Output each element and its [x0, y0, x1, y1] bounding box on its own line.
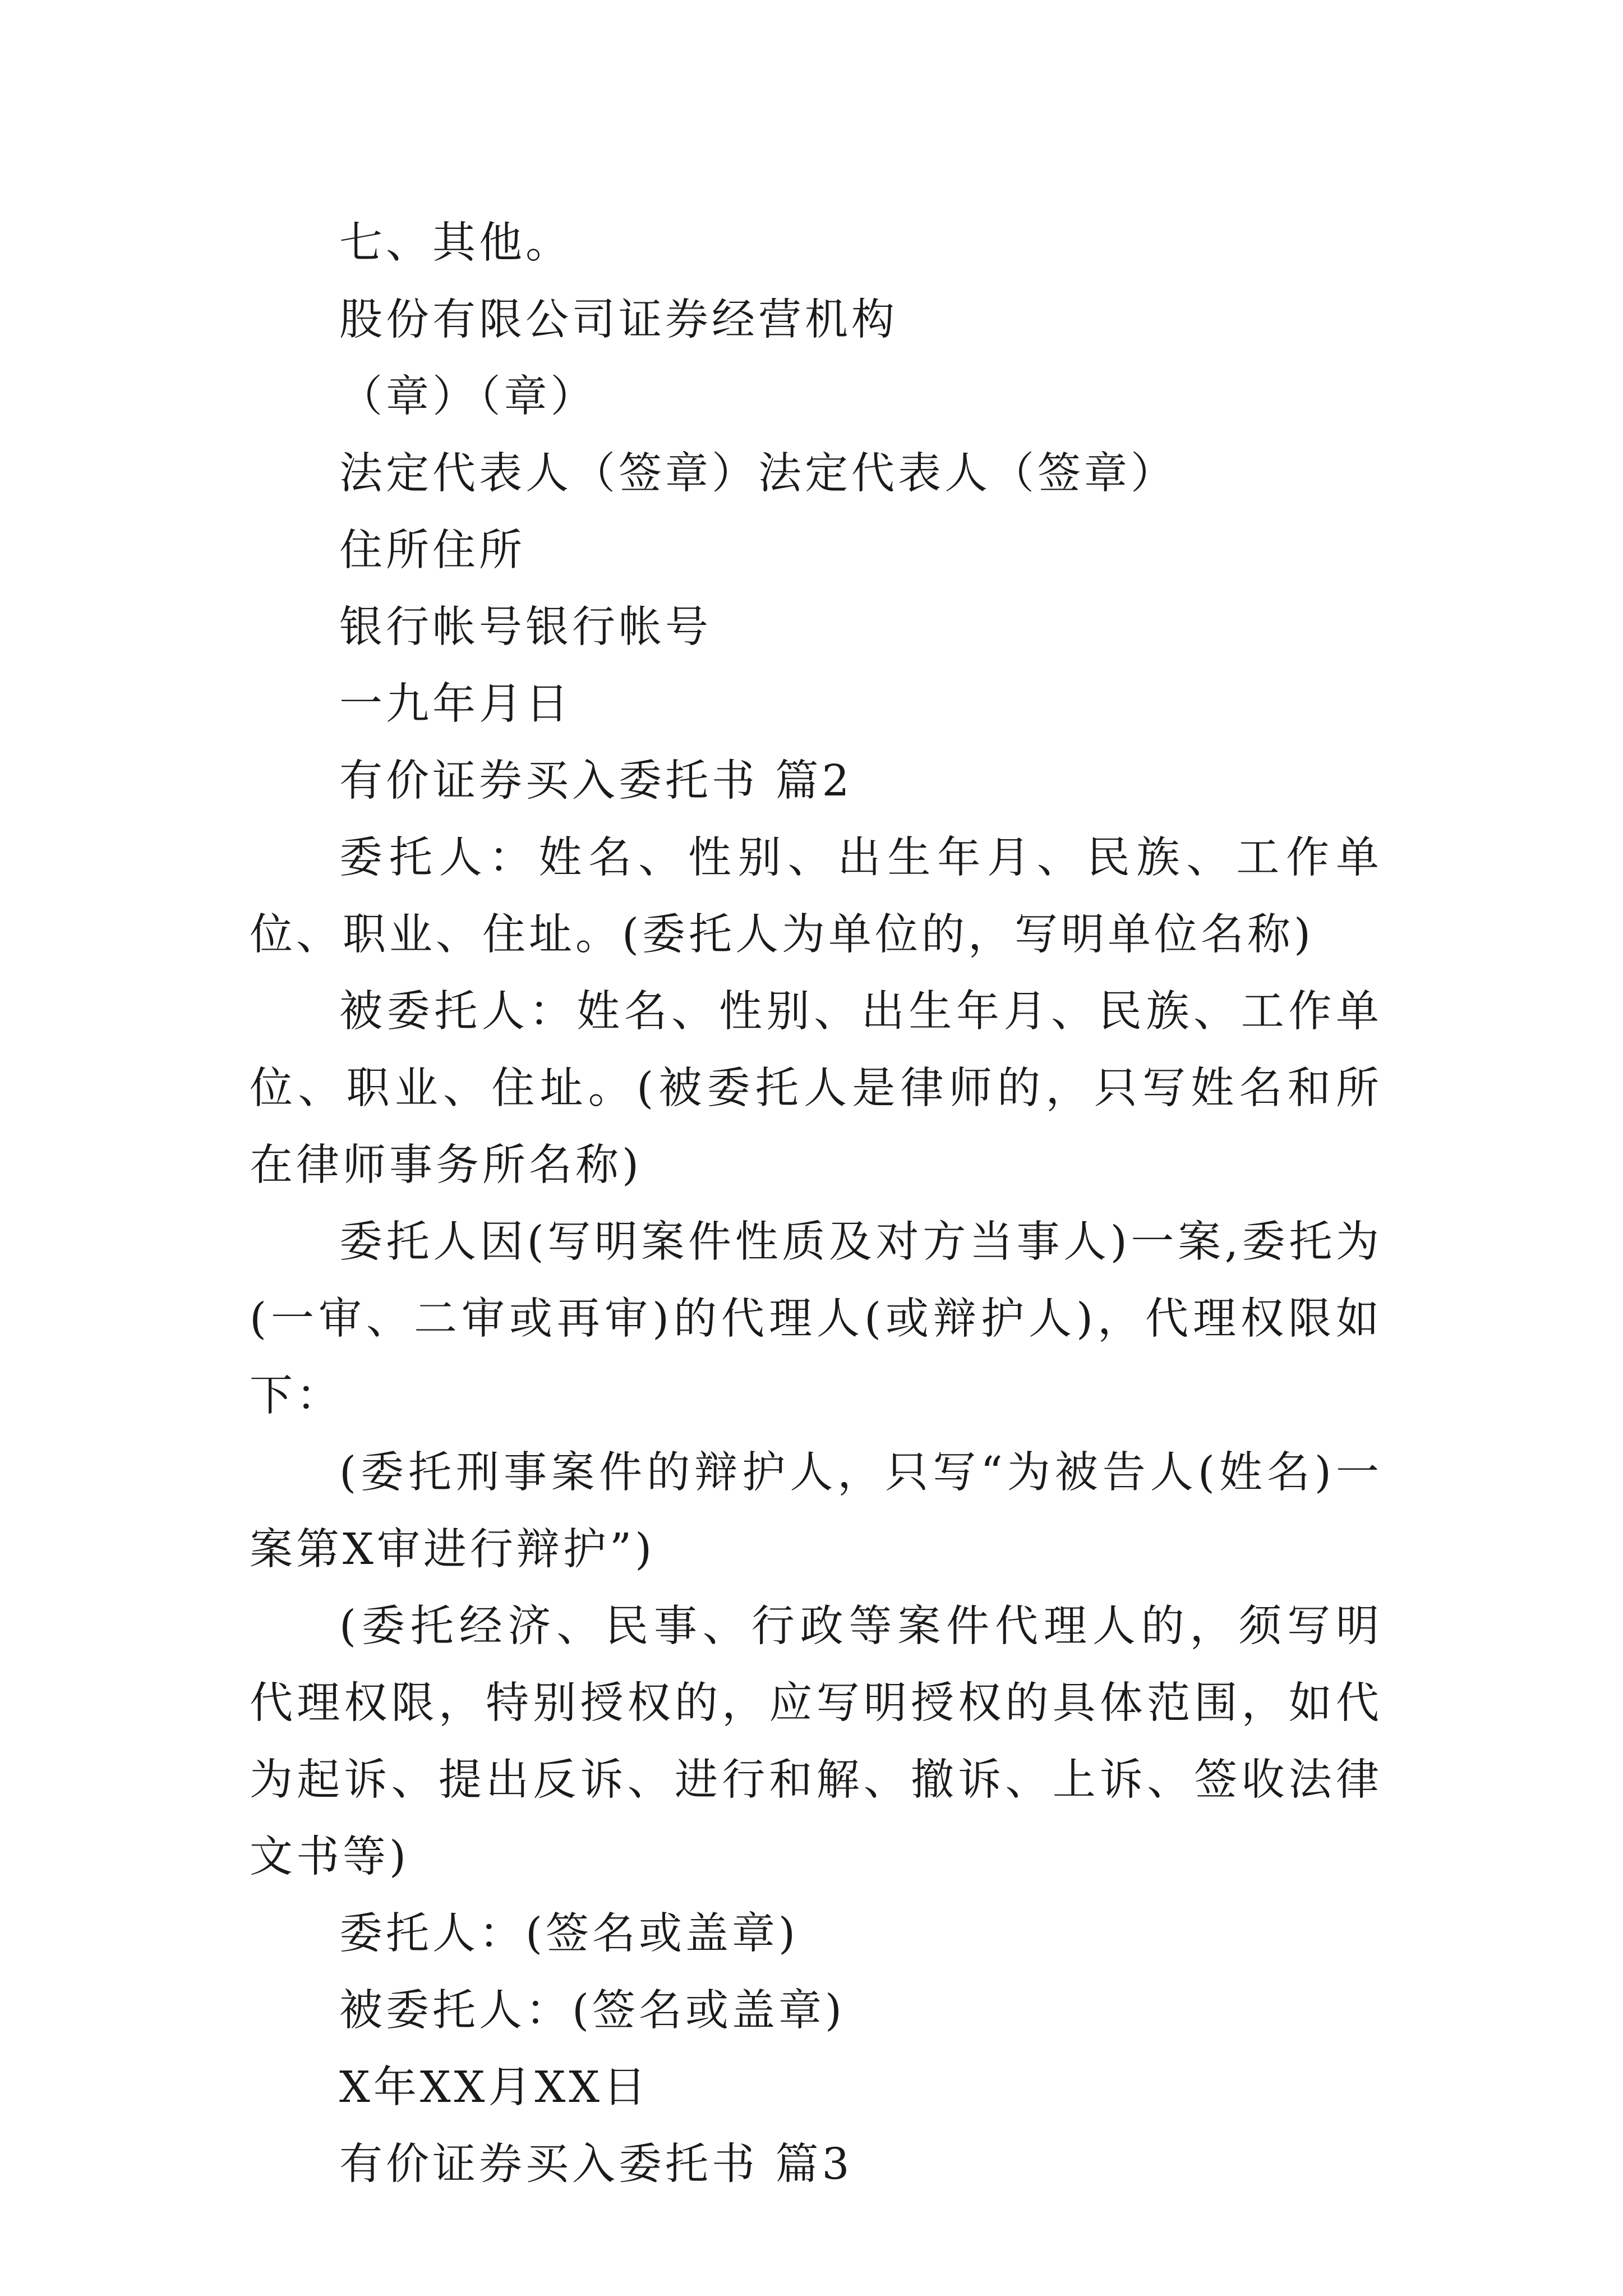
paragraph: （章）（章） — [339, 372, 597, 422]
paragraph: 委托人因(写明案件性质及对方当事人)一案,委托为(一审、二审或再审)的代理人(或辩护人)，代理权限如下： — [250, 1217, 1382, 1421]
document-body — [250, 205, 1382, 2203]
signature-line: 委托人：(签名或盖章) — [339, 1909, 799, 1959]
paragraph: 住所住所 — [339, 526, 525, 576]
date-line: X年XX月XX日 — [339, 2063, 650, 2113]
section-heading: 有价证券买入委托书 篇3 — [339, 2139, 853, 2189]
paragraph: 七、其他。 — [339, 218, 572, 268]
paragraph: 委托人：姓名、性别、出生年月、民族、工作单位、职业、住址。(委托人为单位的，写明单位名称) — [250, 833, 1382, 960]
paragraph: (委托经济、民事、行政等案件代理人的，须写明代理权限，特别授权的，应写明授权的具体范围，如代为起诉、提出反诉、进行和解、撤诉、上诉、签收法律文书等) — [250, 1602, 1382, 1882]
paragraph: 法定代表人（签章）法定代表人（签章） — [339, 449, 1177, 499]
paragraph: 银行帐号银行帐号 — [339, 602, 712, 652]
paragraph: 一九年月日 — [339, 679, 572, 729]
paragraph: 被委托人：姓名、性别、出生年月、民族、工作单位、职业、住址。(被委托人是律师的，只写姓名和所在律师事务所名称) — [250, 987, 1382, 1190]
section-heading: 有价证券买入委托书 篇2 — [339, 756, 853, 806]
signature-line: 被委托人：(签名或盖章) — [339, 1986, 846, 2036]
paragraph: 股份有限公司证券经营机构 — [339, 295, 898, 345]
paragraph: (委托刑事案件的辩护人，只写“为被告人(姓名)一案第X审进行辩护”) — [250, 1448, 1382, 1575]
